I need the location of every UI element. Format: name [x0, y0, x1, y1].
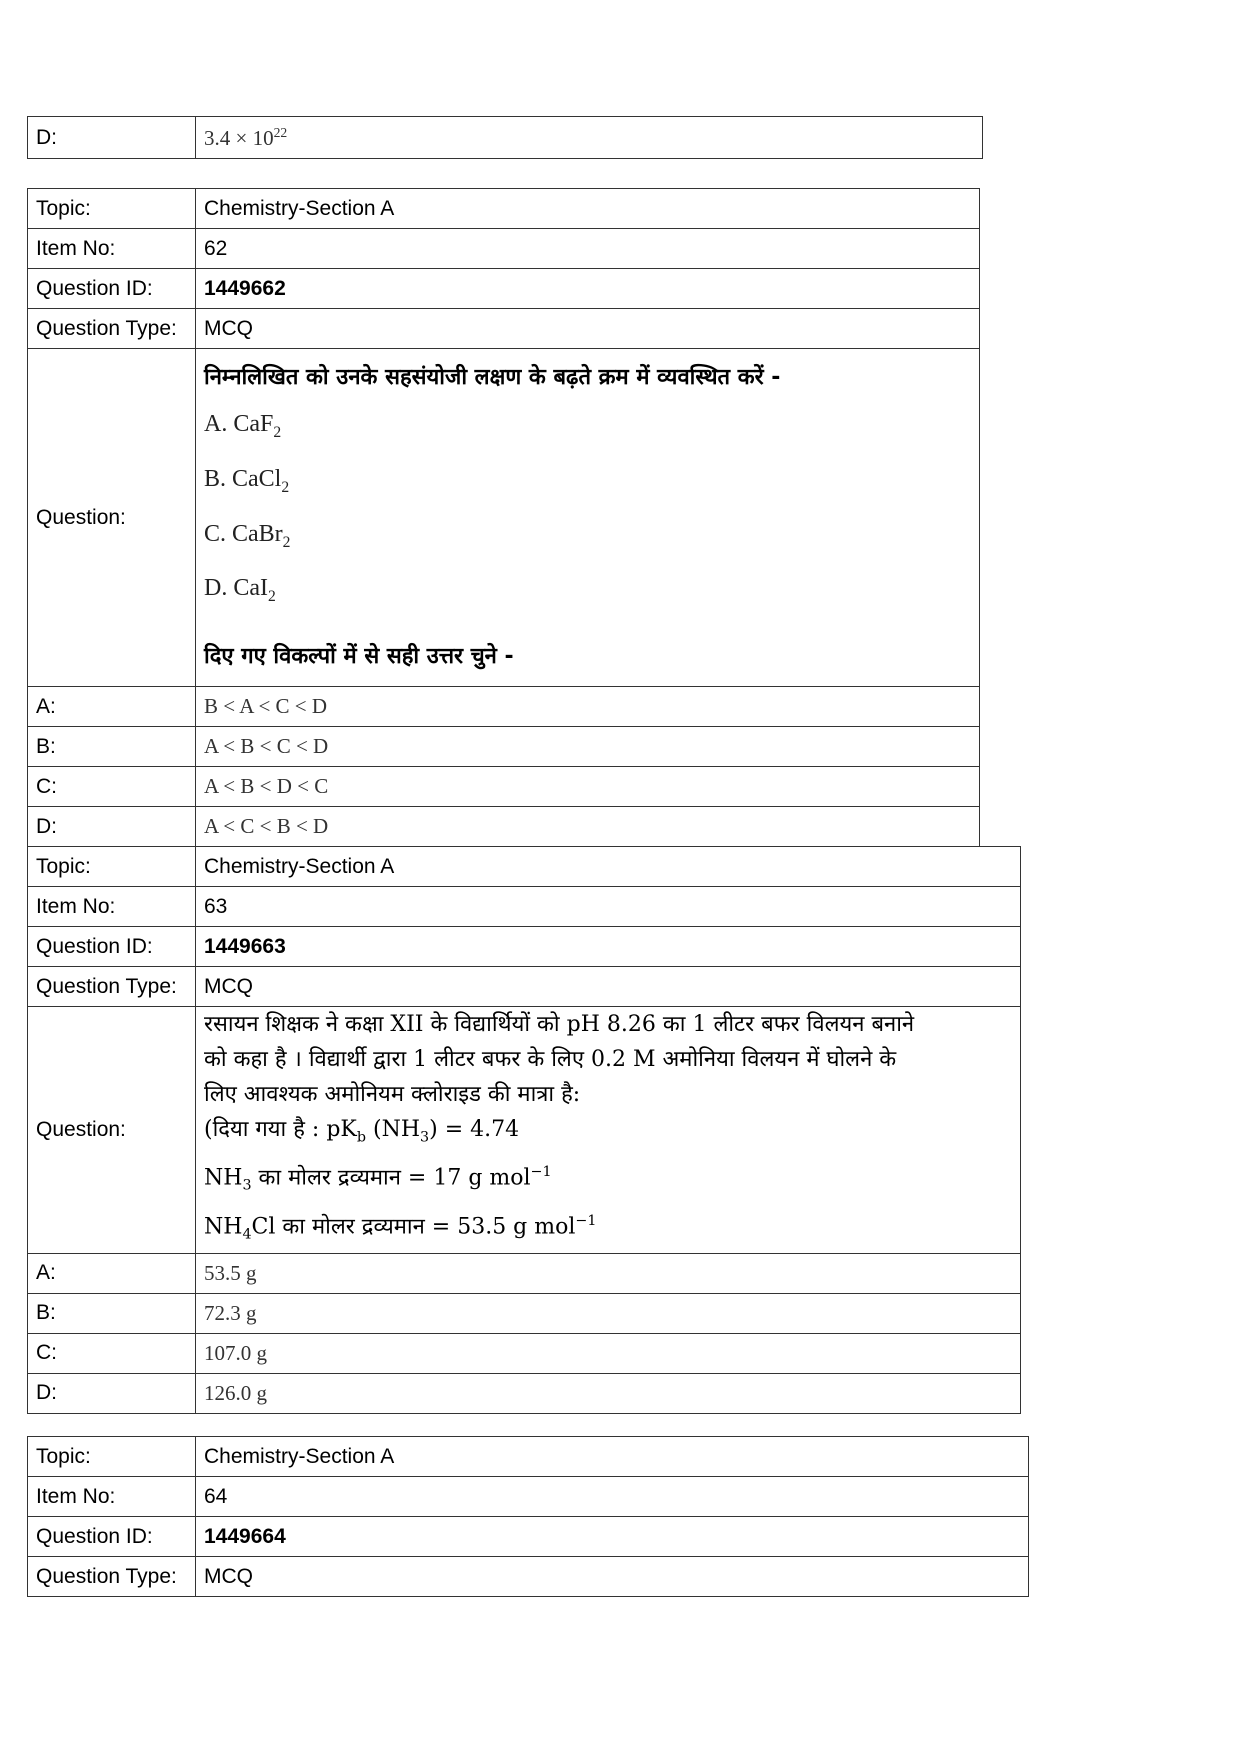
question-line: को कहा है । विद्यार्थी द्वारा 1 लीटर बफर के लिए 0.2 M अमोनिया विलयन में घोलने के: [204, 1047, 897, 1072]
question-64-table: [27, 1436, 1029, 1597]
answer-value: B < A < C < D: [196, 687, 980, 727]
item-no-label: Item No:: [28, 1477, 196, 1517]
topic-label: Topic:: [28, 847, 196, 887]
answer-label: A:: [28, 687, 196, 727]
superscript: −1: [530, 1164, 552, 1181]
subscript: 4: [242, 1226, 252, 1243]
answer-label: B:: [28, 1293, 196, 1333]
text: (NH: [366, 1117, 421, 1142]
prev-question-table: [27, 116, 983, 159]
answer-label: C:: [28, 1333, 196, 1373]
question-option-d: [204, 565, 971, 620]
question-id-label: Question ID:: [28, 1517, 196, 1557]
option-label: D:: [28, 117, 196, 159]
option-text: B. CaCl: [204, 465, 282, 492]
question-line: रसायन शिक्षक ने कक्षा XII के विद्यार्थियों को pH 8.26 का 1 लीटर बफर विलयन बनाने: [204, 1012, 915, 1037]
question-option-c: [204, 511, 971, 566]
question-id-value: 1449663: [196, 927, 1021, 967]
topic-value: Chemistry-Section A: [196, 847, 1021, 887]
question-type-label: Question Type:: [28, 967, 196, 1007]
question-body: [196, 349, 980, 687]
answer-value: 107.0 g: [196, 1333, 1021, 1373]
answer-value: A < B < D < C: [196, 767, 980, 807]
answer-label: D:: [28, 1373, 196, 1413]
answer-label: B:: [28, 727, 196, 767]
text: NH: [204, 1165, 243, 1191]
option-subscript: 2: [281, 478, 290, 496]
question-option-a: [204, 401, 971, 456]
option-value: [196, 117, 983, 159]
answer-value: 53.5 g: [196, 1253, 1021, 1293]
question-intro: निम्नलिखित को उनके सहसंयोजी लक्षण के बढ़ते क्रम में व्यवस्थित करें -: [204, 365, 781, 390]
text: Cl का मोलर द्रव्यमान = 53.5 g mol: [251, 1214, 576, 1240]
question-given-pkb: [204, 1112, 1012, 1155]
item-no-value: 63: [196, 887, 1021, 927]
topic-label: Topic:: [28, 189, 196, 229]
question-line: लिए आवश्यक अमोनियम क्लोराइड की मात्रा है:: [204, 1082, 581, 1107]
superscript: −1: [575, 1213, 597, 1230]
question-given-nh4cl-mass: [204, 1204, 1012, 1253]
topic-label: Topic:: [28, 1437, 196, 1477]
topic-value: Chemistry-Section A: [196, 189, 980, 229]
option-subscript: 2: [267, 588, 276, 606]
question-63-table: [27, 846, 1021, 1414]
text: का मोलर द्रव्यमान = 17 g mol: [251, 1165, 531, 1191]
question-type-value: MCQ: [196, 1557, 1029, 1597]
answer-label: D:: [28, 807, 196, 847]
text: NH: [204, 1214, 243, 1240]
question-id-value: 1449662: [196, 269, 980, 309]
question-option-b: [204, 456, 971, 511]
item-no-value: 62: [196, 229, 980, 269]
item-no-value: 64: [196, 1477, 1029, 1517]
question-body: [196, 1007, 1021, 1254]
subscript: 3: [242, 1178, 252, 1195]
answer-label: A:: [28, 1253, 196, 1293]
option-text: C. CaBr: [204, 520, 283, 547]
answer-value: A < B < C < D: [196, 727, 980, 767]
answer-value: 72.3 g: [196, 1293, 1021, 1333]
subscript: b: [356, 1129, 367, 1146]
question-type-label: Question Type:: [28, 1557, 196, 1597]
subscript: 3: [420, 1129, 430, 1146]
option-subscript: 2: [282, 533, 291, 551]
question-label: Question:: [28, 349, 196, 687]
question-outro: दिए गए विकल्पों में से सही उत्तर चुने -: [204, 644, 514, 670]
question-given-nh3-mass: [204, 1155, 1012, 1204]
question-type-label: Question Type:: [28, 309, 196, 349]
item-no-label: Item No:: [28, 229, 196, 269]
option-subscript: 2: [273, 423, 282, 441]
question-id-label: Question ID:: [28, 269, 196, 309]
option-value-exponent: 22: [273, 124, 288, 140]
option-value-base: 3.4 × 10: [204, 125, 274, 150]
answer-value: 126.0 g: [196, 1373, 1021, 1413]
option-text: D. CaI: [204, 575, 268, 602]
answer-label: C:: [28, 767, 196, 807]
question-label: Question:: [28, 1007, 196, 1254]
question-id-value: 1449664: [196, 1517, 1029, 1557]
text: (दिया गया है : pK: [204, 1117, 357, 1142]
topic-value: Chemistry-Section A: [196, 1437, 1029, 1477]
question-type-value: MCQ: [196, 967, 1021, 1007]
item-no-label: Item No:: [28, 887, 196, 927]
text: ) = 4.74: [429, 1117, 520, 1142]
option-text: A. CaF: [204, 411, 274, 437]
question-id-label: Question ID:: [28, 927, 196, 967]
answer-value: A < C < B < D: [196, 807, 980, 847]
question-62-table: [27, 188, 980, 847]
question-type-value: MCQ: [196, 309, 980, 349]
